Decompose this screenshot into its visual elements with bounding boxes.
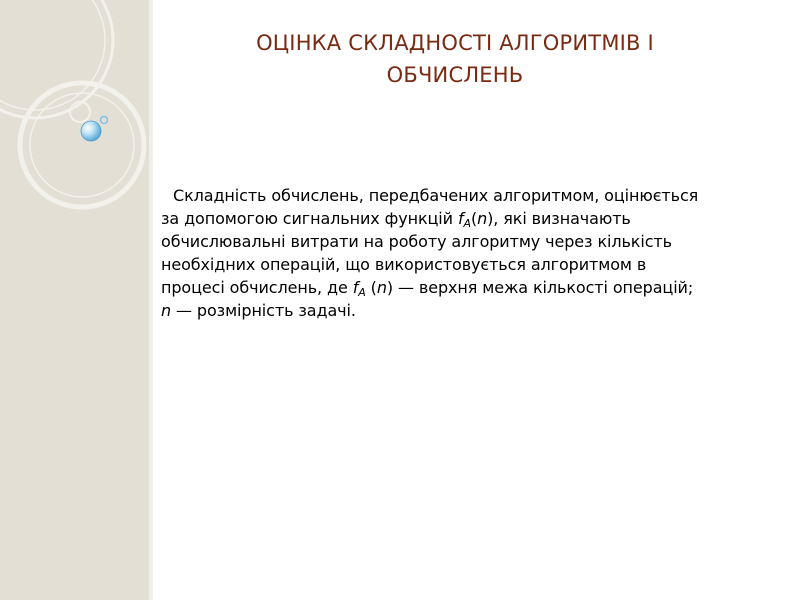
body-line-2-open-paren: ( [470,209,478,228]
body-line-5-text-a: процесі обчислень, де [161,278,353,297]
body-paragraph [161,184,771,322]
body-line-2-text-a: за допомогою сигнальних функцій [161,209,458,228]
subscript-a-2: A [358,286,366,299]
body-line-4: необхідних операцій, що використовується алгоритмом в [161,255,647,274]
body-line-5-text-c: ) — верхня межа кількості операцій; [386,278,694,297]
slide-title-line-2: ОБЧИСЛЕНЬ [386,63,524,87]
signal-function-symbol-2: f [352,278,359,297]
body-line-6 [161,299,771,322]
body-line-3: обчислювальні витрати на роботу алгоритму через кількість [161,232,672,251]
body-line-5 [161,276,771,299]
variable-n: n [477,209,488,228]
body-line-5-open-paren: ( [365,278,377,297]
slide-title [180,27,730,91]
slide-title-line-1: ОЦІНКА СКЛАДНОСТІ АЛГОРИТМІВ І [256,31,654,55]
subscript-a: A [463,217,471,230]
body-line-2 [161,207,771,230]
middle-ring-inner [30,93,134,197]
body-line-1: Складність обчислень, передбачених алгоритмом, оцінюється [173,186,699,205]
variable-n-3: n [161,301,172,320]
signal-function-subscript [464,217,471,230]
decorative-circles [0,0,160,240]
body-line-6-text: — розмірність задачі. [171,301,356,320]
body-line-2-text-c: ), які визначають [487,209,631,228]
blue-bubble [81,121,101,141]
variable-n-2: n [376,278,387,297]
signal-function-symbol: f [457,209,464,228]
signal-function-subscript-2 [358,286,365,299]
tiny-bubble [101,117,108,124]
